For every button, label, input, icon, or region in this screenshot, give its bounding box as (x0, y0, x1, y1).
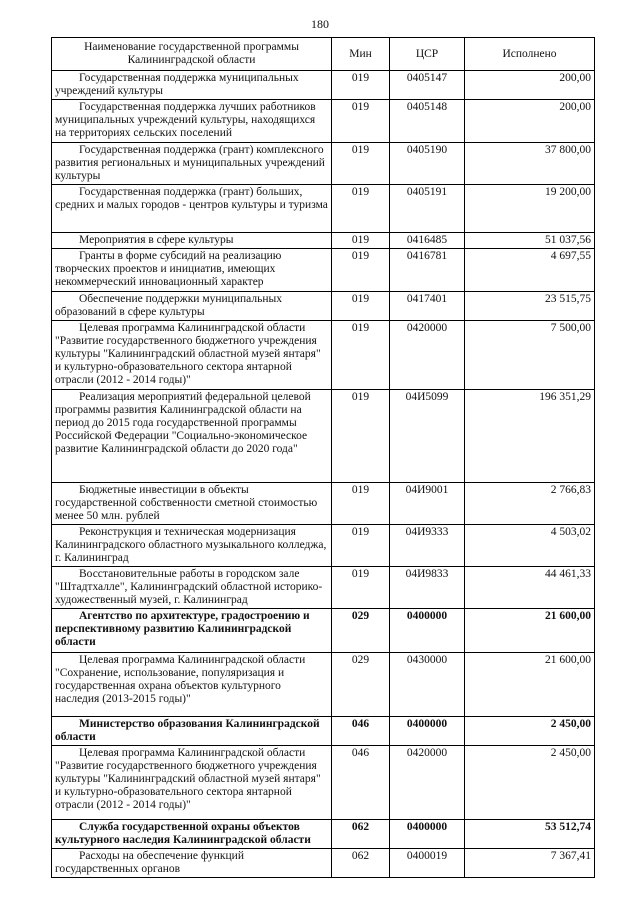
row-csr-cell: 0416781 (390, 249, 465, 292)
budget-table (51, 37, 595, 878)
row-min-cell: 019 (332, 143, 390, 185)
row-name-cell: Государственная поддержка (грант) больших, средних и малых городов - центров культуры и туризма (52, 185, 332, 233)
row-name-cell: Государственная поддержка (грант) комплексного развития региональных и муниципальных учреждений культуры (52, 143, 332, 185)
row-amount-cell: 21 600,00 (465, 609, 595, 653)
table-row (52, 71, 595, 100)
column-header-csr: ЦСР (390, 38, 465, 71)
table-header-row (52, 38, 595, 71)
row-csr-cell: 0420000 (390, 321, 465, 390)
row-name-cell: Обеспечение поддержки муниципальных образований в сфере культуры (52, 292, 332, 321)
row-name-cell: Министерство образования Калининградской области (52, 717, 332, 746)
row-csr-cell: 0400000 (390, 717, 465, 746)
row-amount-cell: 2 450,00 (465, 746, 595, 820)
row-min-cell: 019 (332, 71, 390, 100)
row-min-cell: 046 (332, 717, 390, 746)
row-csr-cell: 0400000 (390, 820, 465, 849)
row-amount-cell: 19 200,00 (465, 185, 595, 233)
row-amount-cell: 53 512,74 (465, 820, 595, 849)
table-row (52, 567, 595, 609)
row-name-cell: Гранты в форме субсидий на реализацию творческих проектов и инициатив, имеющих некоммерческий инновационный характер (52, 249, 332, 292)
table-row (52, 390, 595, 483)
row-min-cell: 019 (332, 525, 390, 567)
row-amount-cell: 4 697,55 (465, 249, 595, 292)
page-number: 180 (311, 17, 329, 31)
row-name-cell: Агентство по архитектуре, градостроению и перспективному развитию Калининградской области (52, 609, 332, 653)
table-row (52, 609, 595, 653)
column-header-name: Наименование государственной программы Калининградской области (52, 38, 332, 71)
row-name-cell: Государственная поддержка муниципальных учреждений культуры (52, 71, 332, 100)
row-csr-cell: 04И5099 (390, 390, 465, 483)
row-min-cell: 062 (332, 820, 390, 849)
table-row (52, 849, 595, 878)
row-name-cell: Государственная поддержка лучших работников муниципальных учреждений культуры, находящихся на территориях сельских поселений (52, 100, 332, 143)
row-min-cell: 019 (332, 249, 390, 292)
table-row (52, 185, 595, 233)
row-amount-cell: 200,00 (465, 100, 595, 143)
column-header-executed: Исполнено (465, 38, 595, 71)
row-name-cell: Бюджетные инвестиции в объекты государственной собственности сметной стоимостью менее 50 млн. рублей (52, 483, 332, 525)
row-min-cell: 019 (332, 390, 390, 483)
table-row (52, 653, 595, 717)
table-row (52, 233, 595, 249)
row-amount-cell: 196 351,29 (465, 390, 595, 483)
row-min-cell: 046 (332, 746, 390, 820)
row-amount-cell: 2 450,00 (465, 717, 595, 746)
row-amount-cell: 7 500,00 (465, 321, 595, 390)
row-csr-cell: 0417401 (390, 292, 465, 321)
row-min-cell: 019 (332, 292, 390, 321)
row-amount-cell: 44 461,33 (465, 567, 595, 609)
row-csr-cell: 04И9001 (390, 483, 465, 525)
row-name-cell: Мероприятия в сфере культуры (52, 233, 332, 249)
row-amount-cell: 51 037,56 (465, 233, 595, 249)
table-row (52, 321, 595, 390)
row-name-cell: Целевая программа Калининградской области "Развитие государственного бюджетного учреждения культуры "Калининградский областной музей янтаря" и культурно-образовательного сектора янтарной отрасли (2012 - 2014 годы)" (52, 321, 332, 390)
row-csr-cell: 0420000 (390, 746, 465, 820)
table-row (52, 143, 595, 185)
row-min-cell: 019 (332, 567, 390, 609)
row-amount-cell: 2 766,83 (465, 483, 595, 525)
row-csr-cell: 0405147 (390, 71, 465, 100)
row-csr-cell: 0405191 (390, 185, 465, 233)
row-csr-cell: 0400019 (390, 849, 465, 878)
row-min-cell: 029 (332, 609, 390, 653)
row-csr-cell: 04И9333 (390, 525, 465, 567)
row-amount-cell: 7 367,41 (465, 849, 595, 878)
table-body (52, 71, 595, 878)
column-header-min: Мин (332, 38, 390, 71)
row-min-cell: 029 (332, 653, 390, 717)
row-name-cell: Целевая программа Калининградской области "Развитие государственного бюджетного учреждения культуры "Калининградский областной музей янтаря" и культурно-образовательного сектора янтарной отрасли (2012 - 2014 годы)" (52, 746, 332, 820)
row-csr-cell: 0430000 (390, 653, 465, 717)
row-name-cell: Целевая программа Калининградской области "Сохранение, использование, популяризация и государственная охрана объектов культурного наследия (2013-2015 годы)" (52, 653, 332, 717)
row-name-cell: Реконструкция и техническая модернизация Калининградского областного музыкального колледжа, г. Калининград (52, 525, 332, 567)
table-row (52, 100, 595, 143)
row-min-cell: 019 (332, 185, 390, 233)
table-row (52, 525, 595, 567)
row-name-cell: Восстановительные работы в городском зале "Штадтхалле", Калининградский областной историко-художественный музей, г. Калининград (52, 567, 332, 609)
table-row (52, 820, 595, 849)
row-min-cell: 019 (332, 100, 390, 143)
row-min-cell: 019 (332, 483, 390, 525)
table-row (52, 249, 595, 292)
row-amount-cell: 200,00 (465, 71, 595, 100)
row-min-cell: 019 (332, 321, 390, 390)
row-name-cell: Служба государственной охраны объектов культурного наследия Калининградской области (52, 820, 332, 849)
row-amount-cell: 23 515,75 (465, 292, 595, 321)
row-min-cell: 062 (332, 849, 390, 878)
row-name-cell: Расходы на обеспечение функций государственных органов (52, 849, 332, 878)
table-row (52, 717, 595, 746)
row-csr-cell: 04И9833 (390, 567, 465, 609)
row-csr-cell: 0400000 (390, 609, 465, 653)
table-row (52, 483, 595, 525)
row-amount-cell: 4 503,02 (465, 525, 595, 567)
row-name-cell: Реализация мероприятий федеральной целевой программы развития Калининградской области на период до 2015 года государственной программы Российской Федерации "Социально-экономическое развитие Калининградской области до 2020 года" (52, 390, 332, 483)
table-row (52, 746, 595, 820)
row-csr-cell: 0405190 (390, 143, 465, 185)
row-amount-cell: 37 800,00 (465, 143, 595, 185)
row-csr-cell: 0416485 (390, 233, 465, 249)
row-amount-cell: 21 600,00 (465, 653, 595, 717)
row-min-cell: 019 (332, 233, 390, 249)
table-row (52, 292, 595, 321)
row-csr-cell: 0405148 (390, 100, 465, 143)
